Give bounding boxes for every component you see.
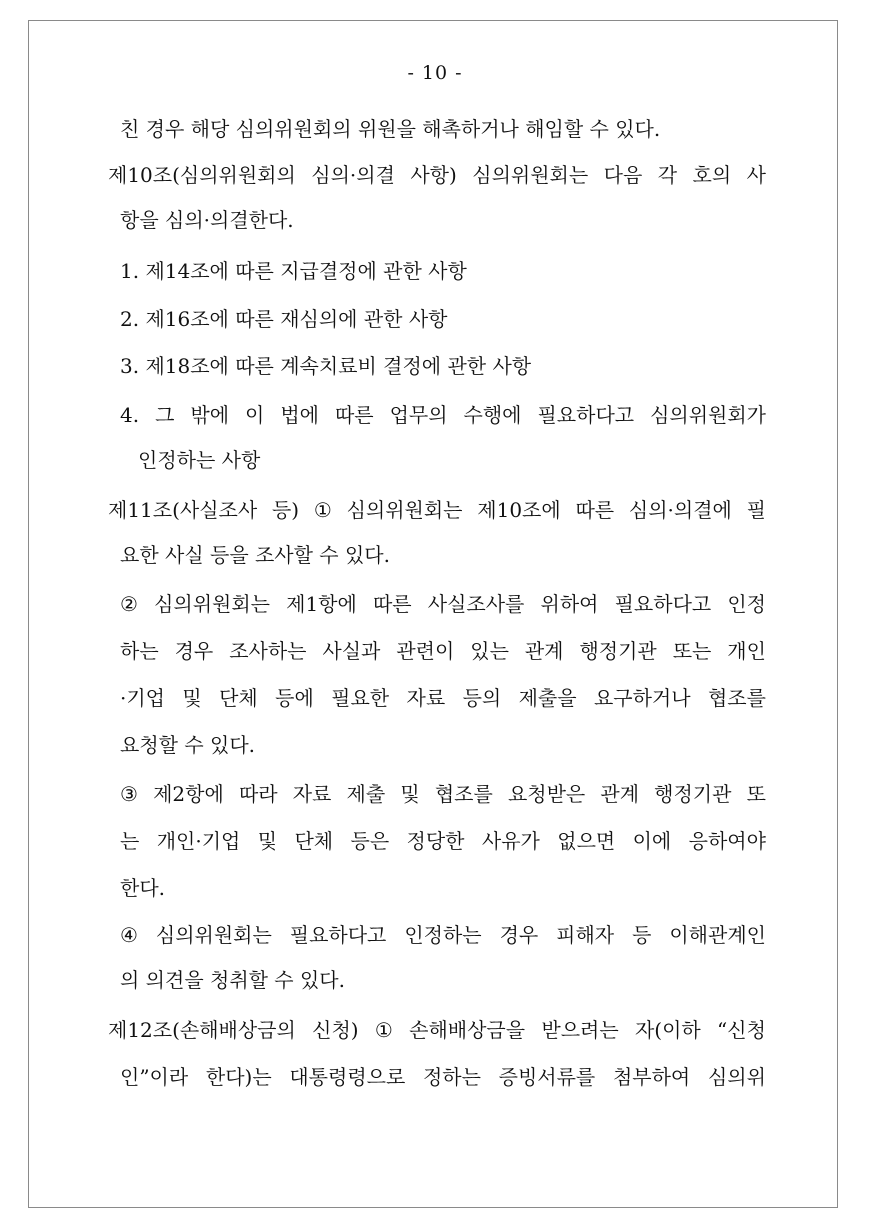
text-line: 요한 사실 등을 조사할 수 있다. (120, 543, 390, 567)
word: 필요하다고 (289, 923, 387, 947)
word: 이에 (632, 829, 672, 853)
word: 인정하는 (404, 923, 482, 947)
word: 협조를 (434, 782, 493, 806)
word: 따른 (575, 498, 615, 522)
word: 및 (400, 782, 420, 806)
word: 심의·의결 (311, 163, 395, 187)
text-line (120, 684, 766, 712)
word: 사실조사를 (427, 592, 525, 616)
word: 이 (245, 403, 265, 427)
word: 필 (746, 498, 766, 522)
text-line: 친 경우 해당 심의위원회의 위원을 해촉하거나 해임할 수 있다. (120, 117, 661, 141)
word: ② (120, 592, 138, 616)
word: 심의위원회가 (650, 403, 766, 427)
word: 또는 (672, 639, 712, 663)
word: 수행에 (463, 403, 522, 427)
word: 다음 (603, 163, 643, 187)
word: 따라 (238, 782, 278, 806)
word: 심의위원회는 (346, 498, 463, 522)
word: 하는 (120, 639, 159, 663)
word: 신청) (312, 1018, 359, 1042)
list-item: 2. 제16조에 따른 재심의에 관한 사항 (120, 307, 448, 331)
word: 사 (746, 163, 766, 187)
word: 단체 (294, 829, 334, 853)
word: 인”이라 (120, 1065, 189, 1089)
word: 4. (120, 403, 140, 427)
word: “신청 (717, 1018, 766, 1042)
word: 제1항에 (286, 592, 357, 616)
word: 및 (182, 686, 202, 710)
text-line (108, 496, 766, 524)
text-line (120, 780, 766, 808)
word: 조사하는 (229, 639, 307, 663)
word: 심의위원회는 (154, 592, 270, 616)
word: 있는 (470, 639, 509, 663)
text-line (120, 1063, 766, 1091)
word: 및 (257, 829, 278, 853)
text-line (120, 827, 766, 855)
word: 협조를 (707, 686, 766, 710)
word: 사유가 (481, 829, 540, 853)
text-line: 의 의견을 청취할 수 있다. (120, 968, 345, 992)
text-line (108, 161, 766, 189)
word: 정하는 (422, 1065, 481, 1089)
word: 손해배상금을 (409, 1018, 526, 1042)
text-line (120, 921, 766, 949)
word: 제출 (346, 782, 386, 806)
word: 등의 (462, 686, 502, 710)
word: 경우 (499, 923, 539, 947)
word: 업무의 (389, 403, 448, 427)
word: 심의·의결에 (628, 498, 732, 522)
word: 사항) (410, 163, 457, 187)
word: 따른 (372, 592, 412, 616)
page-number: - 10 - (407, 62, 463, 84)
list-item-continuation: 인정하는 사항 (138, 448, 261, 472)
text-line: 한다. (120, 876, 165, 900)
text-line (120, 637, 766, 665)
word: 이해관계인 (669, 923, 766, 947)
word: 심의위 (707, 1065, 766, 1089)
word: 등은 (350, 829, 390, 853)
word: ① (313, 498, 332, 522)
word: 관련이 (396, 639, 455, 663)
word: 응하여야 (688, 829, 766, 853)
word: 자료 (292, 782, 332, 806)
word: 각 (657, 163, 678, 187)
word: 등) (271, 498, 300, 522)
text-line: 항을 심의·의결한다. (120, 208, 294, 232)
word: 등 (632, 923, 652, 947)
word: 사실과 (322, 639, 381, 663)
word: 요청받은 (507, 782, 586, 806)
list-item (120, 401, 766, 429)
word: 인정 (727, 592, 766, 616)
text-line (108, 1016, 766, 1044)
word: ③ (120, 782, 138, 806)
word: 필요한 (331, 686, 390, 710)
word: 심의위원회는 (155, 923, 272, 947)
word: 위하여 (540, 592, 599, 616)
word: 정당한 (406, 829, 465, 853)
word: 그 (155, 403, 175, 427)
word: 받으려는 (541, 1018, 619, 1042)
word: 증빙서류를 (498, 1065, 596, 1089)
word: 제12조(손해배상금의 (108, 1018, 296, 1042)
list-item: 3. 제18조에 따른 계속치료비 결정에 관한 사항 (120, 354, 532, 378)
word: 대통령령으로 (289, 1065, 406, 1089)
word: 호의 (692, 163, 732, 187)
word: 제2항에 (153, 782, 224, 806)
text-line (120, 590, 766, 618)
word: 경우 (174, 639, 214, 663)
word: 자(이하 (634, 1018, 701, 1042)
text-line: 요청할 수 있다. (120, 733, 255, 757)
word: 또 (746, 782, 766, 806)
word: 개인·기업 (156, 829, 241, 853)
word: ④ (120, 923, 138, 947)
word: ① (374, 1018, 393, 1042)
word: 행정기관 (654, 782, 732, 806)
word: 첨부하여 (612, 1065, 691, 1089)
word: 개인 (727, 639, 766, 663)
word: 단체 (219, 686, 258, 710)
word: 필요하다고 (614, 592, 712, 616)
word: 심의위원회는 (472, 163, 589, 187)
word: 자료 (406, 686, 446, 710)
word: 제10조에 (477, 498, 561, 522)
word: 한다)는 (205, 1065, 272, 1089)
word: 관계 (600, 782, 640, 806)
word: 행정기관 (579, 639, 657, 663)
word: 없으면 (557, 829, 616, 853)
word: 제11조(사실조사 (108, 498, 258, 522)
word: 관계 (524, 639, 564, 663)
word: 따른 (334, 403, 374, 427)
list-item: 1. 제14조에 따른 지급결정에 관한 사항 (120, 259, 467, 283)
word: 등에 (275, 686, 314, 710)
word: 제10조(심의위원회의 (108, 163, 296, 187)
word: 피해자 (556, 923, 615, 947)
word: 필요하다고 (537, 403, 635, 427)
word: 밖에 (190, 403, 230, 427)
word: 법에 (280, 403, 319, 427)
word: 제출을 (518, 686, 577, 710)
word: ·기업 (120, 686, 165, 710)
word: 요구하거나 (593, 686, 691, 710)
word: 는 (120, 829, 140, 853)
